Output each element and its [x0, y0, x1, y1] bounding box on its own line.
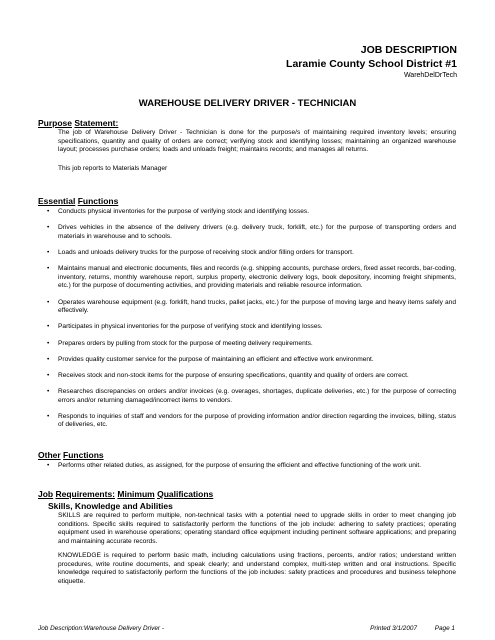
- footer-document-name: Job Description:Warehouse Delivery Driver -: [38, 625, 164, 632]
- list-item: [38, 249, 456, 258]
- list-item: [38, 265, 456, 291]
- list-item: [38, 372, 456, 381]
- purpose-heading: [38, 118, 118, 128]
- other-heading-word: Other: [38, 450, 61, 460]
- list-item-text: Receives stock and non-stock items for the purpose of ensuring specifications, quantity and quality of orders are correct.: [58, 371, 409, 379]
- essential-heading-word-2: Functions: [77, 196, 119, 206]
- bullet-icon: •: [47, 371, 50, 379]
- purpose-heading-word-2: Statement:: [74, 118, 119, 128]
- list-item: [38, 356, 456, 365]
- req-heading-word: Job: [38, 489, 54, 499]
- footer-printed-date: Printed 3/1/2007: [370, 625, 417, 632]
- bullet-icon: •: [47, 208, 50, 215]
- bullet-icon: •: [47, 462, 50, 469]
- list-item: [38, 323, 456, 332]
- list-item-text: Prepares orders by pulling from stock for the purpose of meeting delivery requirements.: [58, 339, 313, 347]
- bullet-icon: •: [47, 388, 50, 396]
- other-heading-word-2: Functions: [63, 450, 104, 460]
- reports-to-text: This job reports to Materials Manager: [58, 165, 168, 172]
- job-requirements-heading: [38, 489, 213, 499]
- list-item: [38, 462, 456, 471]
- list-item-text: Responds to inquiries of staff and vendors for the purpose of providing information and/or direction regarding the invoices, billing, status of deliveries, etc.: [58, 412, 456, 429]
- list-item: [38, 208, 456, 217]
- other-functions-list: [38, 462, 456, 478]
- essential-functions-list: [38, 208, 456, 438]
- bullet-icon: •: [47, 224, 50, 232]
- essential-heading-word: Essential: [38, 196, 76, 206]
- list-item: [38, 299, 456, 316]
- skills-subheading: Skills, Knowledge and Abilities: [48, 501, 173, 511]
- list-item-text: Loads and unloads delivery trucks for the purpose of receiving stock and/or filling orders for transport.: [58, 248, 354, 256]
- bullet-icon: •: [47, 298, 50, 306]
- req-heading-word-2: Requirements:: [55, 489, 116, 499]
- knowledge-paragraph: KNOWLEDGE is required to perform basic math, including calculations using fractions, percents, and/or ratios; understand written procedures, write routine documents, and speak clearly; and understand complex, multi-step written and oral instructions. Specific knowledge required to satisfactorily perform the functions of the job includes: safety practices and procedures and business telephone etiquette.: [58, 552, 456, 585]
- header-code: WarehDelDrTech: [403, 72, 457, 79]
- bullet-icon: •: [47, 248, 50, 256]
- bullet-icon: •: [47, 323, 50, 331]
- document-title: WAREHOUSE DELIVERY DRIVER - TECHNICIAN: [138, 98, 357, 109]
- purpose-heading-word: Purpose: [38, 118, 73, 128]
- header-district: Laramie County School District #1: [286, 58, 457, 70]
- bullet-icon: •: [47, 412, 50, 420]
- list-item-text: Maintains manual and electronic documents, files and records (e.g. shipping accounts, purchase orders, fixed asset records, bar-coding, inventory, returns, monthly warehouse report, surplus property, electronic delivery logs, book depository, incoming freight shipments, etc.) for the purpose of documenting activities, and providing materials and reliable resource information.: [58, 265, 456, 290]
- req-heading-word-3: Minimum: [117, 489, 155, 499]
- bullet-icon: •: [47, 339, 50, 347]
- other-functions-heading: [38, 450, 104, 460]
- list-item: [38, 340, 456, 349]
- skills-paragraph: SKILLS are required to perform multiple, non-technical tasks with a potential need to upgrade skills in order to meet changing job conditions. Specific skills required to satisfactorily perform the functions of the job include: adhering to safety practices; operating equipment used in warehouse operations; operating standard office equipment including pertinent software applications; and preparing and maintaining accurate records.: [58, 512, 456, 545]
- footer-page-number: Page 1: [434, 625, 455, 632]
- list-item-text: Drives vehicles in the absence of the delivery drivers (e.g. delivery truck, forklift, etc.) for the purpose of transporting orders and materials in warehouse and to schools.: [58, 224, 456, 240]
- purpose-text: The job of Warehouse Delivery Driver - Technician is done for the purpose/s of maintaining required inventory levels; ensuring specifications, quantity and quality of orders are correct; verifying stock and identifying losses; maintaining an organized warehouse layout; processes purchase orders; loads and unloads freight; maintains records; and manages all returns.: [58, 129, 456, 154]
- list-item: [38, 388, 456, 405]
- header-title: JOB DESCRIPTION: [360, 44, 457, 56]
- list-item: [38, 224, 456, 241]
- bullet-icon: •: [47, 265, 50, 273]
- list-item-text: Participates in physical inventories for the purpose of verifying stock and identifying losses.: [58, 323, 323, 331]
- list-item-text: Operates warehouse equipment (e.g. forklift, hand trucks, pallet jacks, etc.) for the purpose of moving large and heavy items safely and effectively.: [58, 298, 456, 315]
- list-item: [38, 413, 456, 430]
- list-item-text: Provides quality customer service for the purpose of maintaining an efficient and effective work environment.: [58, 355, 374, 363]
- list-item-text: Performs other related duties, as assigned, for the purpose of ensuring the efficient and effective functioning of the work unit.: [58, 462, 421, 469]
- req-heading-word-4: Qualifications: [157, 489, 214, 499]
- essential-functions-heading: [38, 196, 118, 206]
- list-item-text: Conducts physical inventories for the purpose of verifying stock and identifying losses.: [58, 208, 310, 215]
- bullet-icon: •: [47, 355, 50, 363]
- list-item-text: Researches discrepancies on orders and/or invoices (e.g. overages, shortages, duplicate deliveries, etc.) for the purpose of correcting errors and/or returning damaged/incorrect items to vendors.: [58, 388, 456, 404]
